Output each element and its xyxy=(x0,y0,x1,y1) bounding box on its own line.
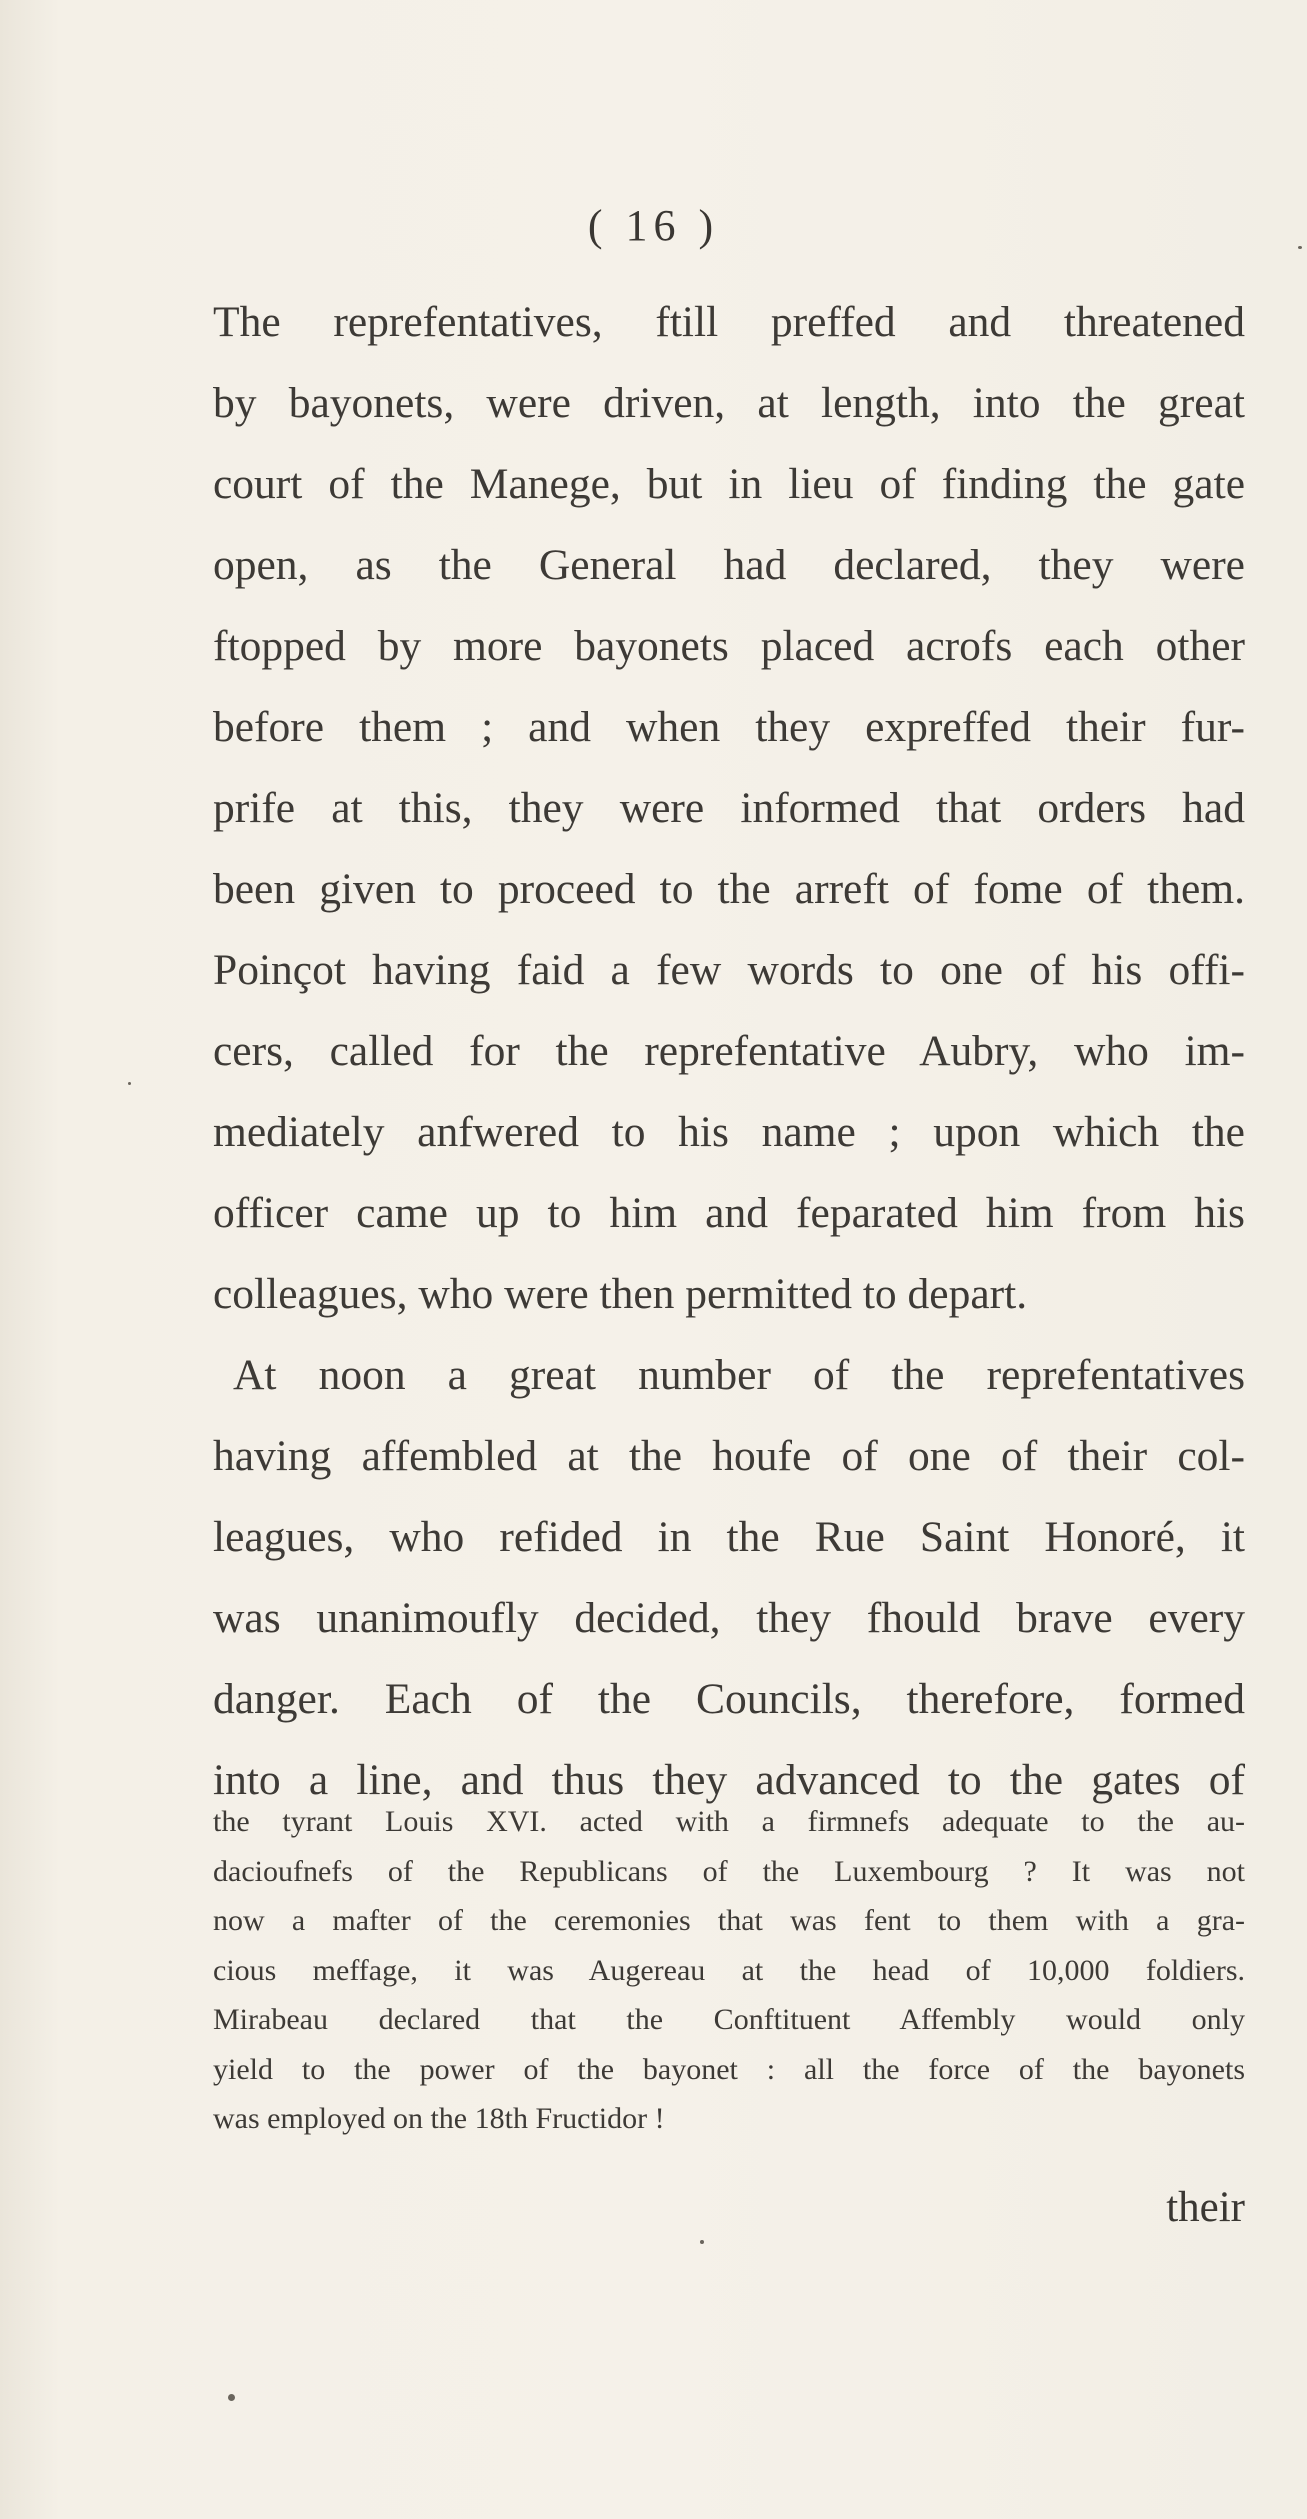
text-line: having affembled at the houfe of one of their col- xyxy=(213,1432,1245,1480)
text-line: ftopped by more bayonets placed acrofs each other xyxy=(213,622,1245,670)
text-line: by bayonets, were driven, at length, into the great xyxy=(213,379,1245,427)
footnote xyxy=(213,1797,1245,2144)
text-line: before them ; and when they expreffed their fur- xyxy=(213,703,1245,751)
text-line: danger. Each of the Councils, therefore, formed xyxy=(213,1675,1245,1723)
text-line: colleagues, who were then permitted to depart. xyxy=(213,1270,1028,1318)
text-line: The reprefentatives, ftill preffed and threatened xyxy=(213,298,1245,346)
text-line: Poinçot having faid a few words to one of his offi- xyxy=(213,946,1245,994)
text-line: At noon a great number of the reprefentatives xyxy=(233,1351,1245,1399)
text-line: was unanimoufly decided, they fhould brave every xyxy=(213,1594,1245,1642)
page-number: ( 16 ) xyxy=(587,201,720,250)
footnote-line: the tyrant Louis XVI. acted with a firmnefs adequate to the au- xyxy=(213,1805,1245,1838)
catchword: their xyxy=(1166,2184,1245,2231)
main-text xyxy=(213,282,1245,1821)
paper-speck xyxy=(128,1082,131,1085)
text-line: mediately anfwered to his name ; upon which the xyxy=(213,1108,1245,1156)
footnote-line: cious meffage, it was Augereau at the head of 10,000 foldiers. xyxy=(213,1953,1245,1987)
footnote-line: dacioufnefs of the Republicans of the Luxembourg ? It was not xyxy=(213,1854,1245,1888)
text-line: leagues, who refided in the Rue Saint Honoré, it xyxy=(213,1513,1245,1561)
footnote-line: yield to the power of the bayonet : all the force of the bayonets xyxy=(213,2052,1245,2086)
text-line: open, as the General had declared, they were xyxy=(213,541,1245,589)
paper-speck xyxy=(228,2394,235,2401)
paper-speck xyxy=(1298,246,1302,249)
text-line: been given to proceed to the arreft of fome of them. xyxy=(213,865,1245,913)
footnote-line: was employed on the 18th Fructidor ! xyxy=(213,2102,665,2135)
text-line: court of the Manege, but in lieu of finding the gate xyxy=(213,460,1245,508)
text-line: cers, called for the reprefentative Aubry, who im- xyxy=(213,1027,1245,1075)
text-line: prife at this, they were informed that orders had xyxy=(213,784,1245,832)
paper-speck xyxy=(700,2240,704,2244)
footnote-line: now a mafter of the ceremonies that was fent to them with a gra- xyxy=(213,1904,1245,1937)
text-line: officer came up to him and feparated him from his xyxy=(213,1189,1245,1237)
text-line: into a line, and thus they advanced to the gates of xyxy=(213,1756,1245,1804)
footnote-line: Mirabeau declared that the Conftituent Affembly would only xyxy=(213,2003,1245,2036)
